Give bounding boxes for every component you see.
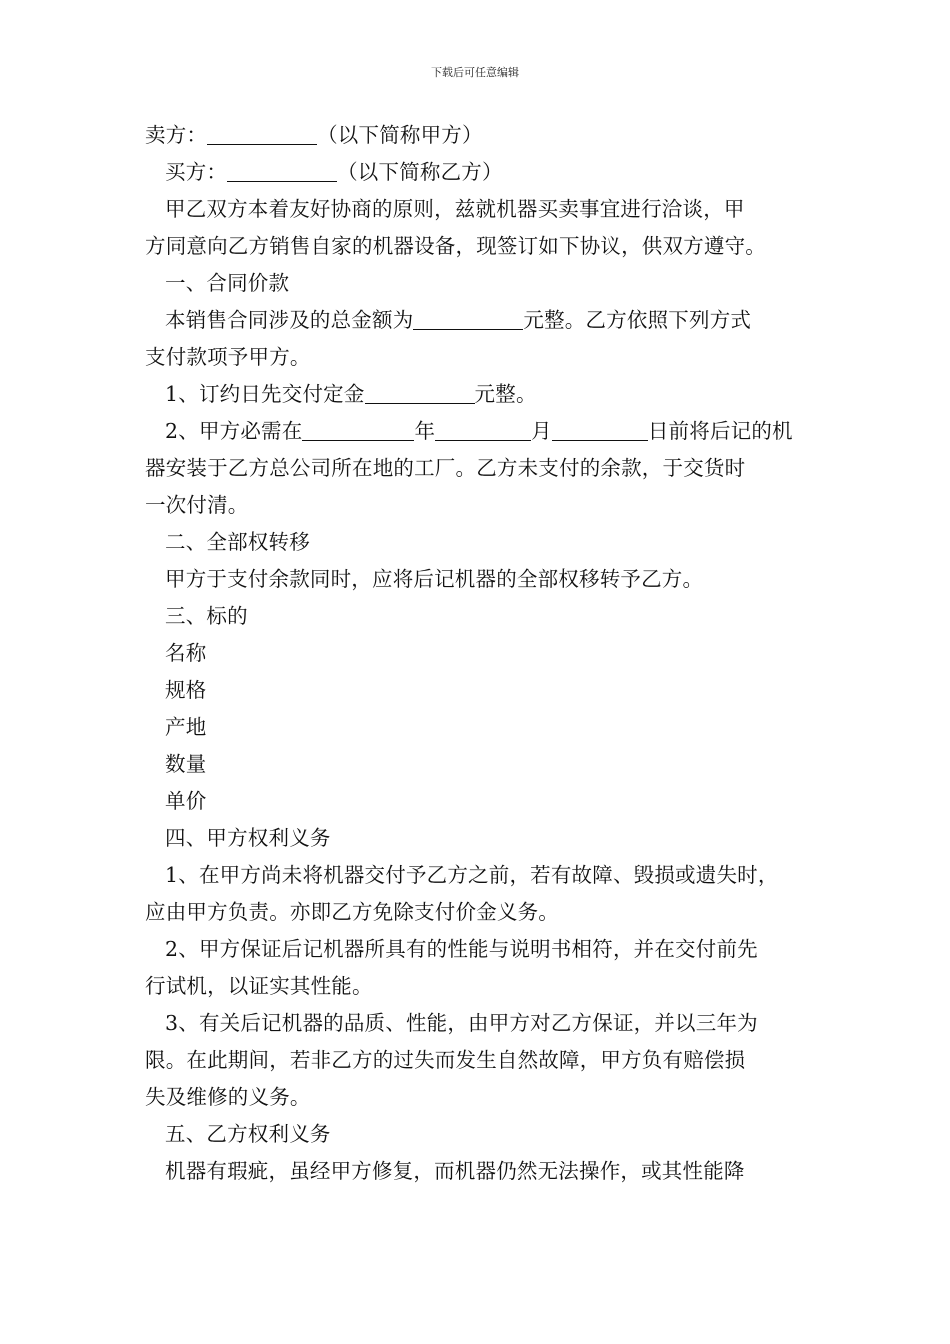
section-3-title: 三、标的 — [165, 604, 248, 628]
section-4-item-2-line-2: 行试机，以证实其性能。 — [145, 974, 373, 998]
section-4-item-2-line-1: 2、甲方保证后记机器所具有的性能与说明书相符，并在交付前先 — [165, 937, 758, 961]
page-header: 下载后可任意编辑 — [431, 66, 519, 79]
section-1-paragraph — [145, 302, 815, 339]
total-amount-text: 本销售合同涉及的总金额为 — [165, 308, 414, 332]
install-day-blank[interactable] — [552, 418, 648, 441]
total-amount-suffix: 元整。乙方依照下列方式 — [523, 308, 752, 332]
install-date-text: 2、甲方必需在 — [165, 419, 303, 443]
install-month-blank[interactable] — [435, 418, 531, 441]
section-1-paragraph-line-2: 支付款项予甲方。 — [145, 345, 311, 369]
intro-line-1: 甲乙双方本着友好协商的原则，兹就机器买卖事宜进行洽谈，甲 — [165, 197, 745, 221]
field-unit-price: 单价 — [165, 789, 207, 813]
year-label: 年 — [414, 419, 436, 443]
seller-name-blank[interactable] — [207, 122, 317, 145]
field-origin: 产地 — [165, 715, 207, 739]
section-2-paragraph: 甲方于支付余款同时，应将后记机器的全部权移转予乙方。 — [165, 567, 704, 591]
field-name: 名称 — [165, 641, 207, 665]
section-1-title: 一、合同价款 — [165, 271, 290, 295]
seller-label: 卖方： — [145, 123, 208, 147]
section-2-title: 二、全部权转移 — [165, 530, 310, 554]
section-4-item-3-line-1: 3、有关后记机器的品质、性能，由甲方对乙方保证，并以三年为 — [165, 1011, 758, 1035]
section-5-paragraph-line-1: 机器有瑕疵，虽经甲方修复，而机器仍然无法操作，或其性能降 — [165, 1159, 745, 1183]
buyer-note: （以下简称乙方） — [337, 160, 503, 184]
seller-line — [145, 117, 815, 154]
field-spec: 规格 — [165, 678, 207, 702]
section-4-item-3-line-2: 限。在此期间，若非乙方的过失而发生自然故障，甲方负有赔偿损 — [145, 1048, 746, 1072]
contract-body — [145, 117, 815, 1190]
section-1-item-2-line-2: 器安装于乙方总公司所在地的工厂。乙方未支付的余款，于交货时 — [145, 456, 746, 480]
buyer-label: 买方： — [165, 160, 228, 184]
section-5-title: 五、乙方权利义务 — [165, 1122, 331, 1146]
section-1-item-2-line-3: 一次付清。 — [145, 493, 249, 517]
install-year-blank[interactable] — [302, 418, 414, 441]
seller-note: （以下简称甲方） — [317, 123, 483, 147]
section-1-item-2 — [145, 413, 815, 450]
deposit-text: 1、订约日先交付定金 — [165, 382, 365, 406]
install-date-suffix: 日前将后记的机 — [647, 419, 793, 443]
section-4-item-1-line-1: 1、在甲方尚未将机器交付予乙方之前，若有故障、毁损或遗失时， — [165, 863, 779, 887]
section-4-item-1-line-2: 应由甲方负责。亦即乙方免除支付价金义务。 — [145, 900, 559, 924]
section-4-item-3-line-3: 失及维修的义务。 — [145, 1085, 311, 1109]
deposit-suffix: 元整。 — [474, 382, 537, 406]
total-amount-blank[interactable] — [413, 307, 523, 330]
section-1-item-1 — [145, 376, 815, 413]
buyer-line — [145, 154, 815, 191]
deposit-amount-blank[interactable] — [365, 381, 475, 404]
buyer-name-blank[interactable] — [227, 159, 337, 182]
field-quantity: 数量 — [165, 752, 207, 776]
month-label: 月 — [531, 419, 552, 443]
intro-line-2: 方同意向乙方销售自家的机器设备，现签订如下协议，供双方遵守。 — [145, 234, 766, 258]
section-4-title: 四、甲方权利义务 — [165, 826, 331, 850]
